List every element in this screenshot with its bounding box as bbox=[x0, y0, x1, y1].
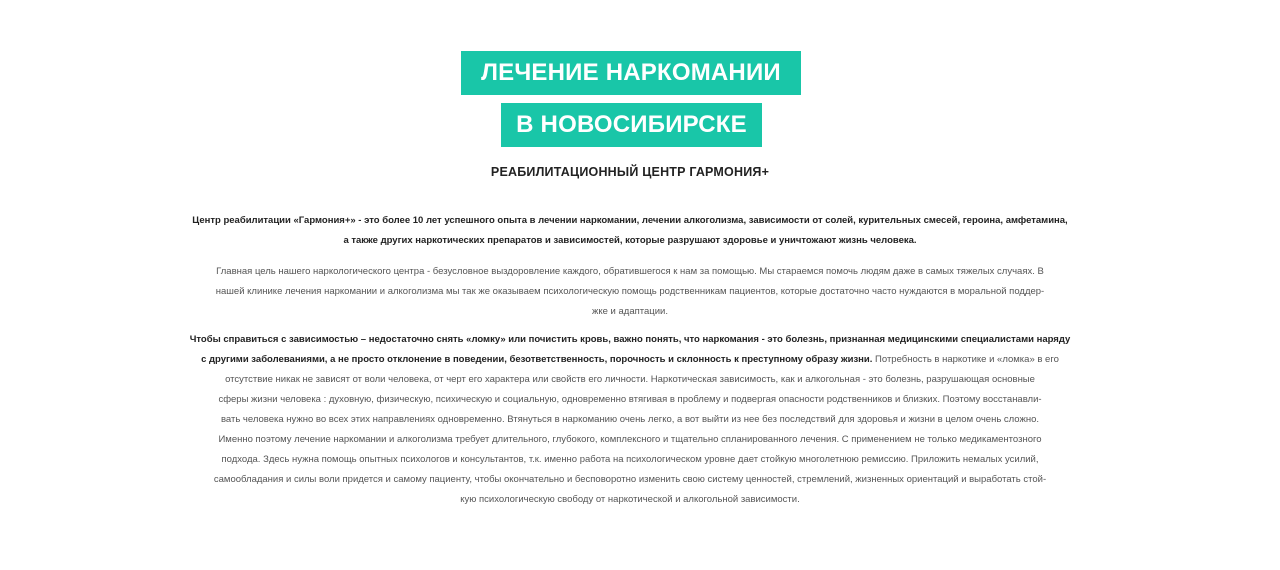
main-line: Именно поэтому лечение наркомании и алкоголизма требует длительного, глубокого, комплексного и тщательно спланированного лечения. С применением не только медикаментозного bbox=[218, 434, 1042, 445]
main-line: кую психологическую свободу от наркотической и алкогольной зависимости. bbox=[460, 494, 800, 505]
main-line: самообладания и силы воли придется и самому пациенту, чтобы окончательно и бесповоротно изменить свою систему ценностей, стремлений, жизненных ориентаций и выработать стой- bbox=[213, 474, 1047, 485]
page-title-line-2: В НОВОСИБИРСКЕ bbox=[501, 103, 762, 147]
goal-paragraph bbox=[150, 262, 1110, 322]
main-bold-line: с другими заболеваниями, а не просто отклонение в поведении, безответственность, порочность и склонность к преступному образу жизни. bbox=[201, 354, 873, 365]
intro-paragraph bbox=[150, 211, 1110, 251]
main-line: вать человека нужно во всех этих направлениях одновременно. Втянуться в наркоманию очень легко, а вот выйти из нее без последствий для здоровья и жизни в целом очень сложно. bbox=[220, 414, 1040, 425]
main-paragraph bbox=[150, 330, 1110, 510]
goal-line: нашей клинике лечения наркомании и алкоголизма мы так же оказываем психологическую помощь родственникам пациентов, которые достаточно часто нуждаются в моральной поддер- bbox=[215, 286, 1045, 297]
page-title-line-1: ЛЕЧЕНИЕ НАРКОМАНИИ bbox=[461, 51, 801, 95]
main-line: сферы жизни человека : духовную, физическую, психическую и социальную, одновременно втягивая в проблему и подвергая опасности родственников и близких. Поэтому восстанавли- bbox=[218, 394, 1042, 405]
intro-line: а также других наркотических препаратов и зависимостей, которые разрушают здоровье и уничтожают жизнь человека. bbox=[343, 235, 917, 246]
goal-line: жке и адаптации. bbox=[592, 306, 668, 317]
main-line-tail: Потребность в наркотике и «ломка» в его bbox=[872, 354, 1059, 365]
main-mixed-line bbox=[150, 350, 1110, 370]
main-bold-line: Чтобы справиться с зависимостью – недостаточно снять «ломку» или почистить кровь, важно понять, что наркомания - это болезнь, признанная медицинскими специалистами наряду bbox=[189, 334, 1071, 345]
main-line: подхода. Здесь нужна помощь опытных психологов и консультантов, т.к. именно работа на психологическом уровне дает стойкую многолетнюю ремиссию. Приложить немалых усилий, bbox=[221, 454, 1039, 465]
page-subtitle: РЕАБИЛИТАЦИОННЫЙ ЦЕНТР ГАРМОНИЯ+ bbox=[490, 165, 770, 179]
main-line: отсутствие никак не зависят от воли человека, от черт его характера или свойств его личности. Наркотическая зависимость, как и алкогольная - это болезнь, разрушающая основные bbox=[225, 374, 1035, 385]
intro-line: Центр реабилитации «Гармония+» - это более 10 лет успешного опыта в лечении наркомании, лечении алкоголизма, зависимости от солей, курительных смесей, героина, амфетамина, bbox=[192, 215, 1068, 226]
goal-line: Главная цель нашего наркологического центра - безусловное выздоровление каждого, обратившегося к нам за помощью. Мы стараемся помочь людям даже в самых тяжелых случаях. В bbox=[216, 266, 1044, 277]
